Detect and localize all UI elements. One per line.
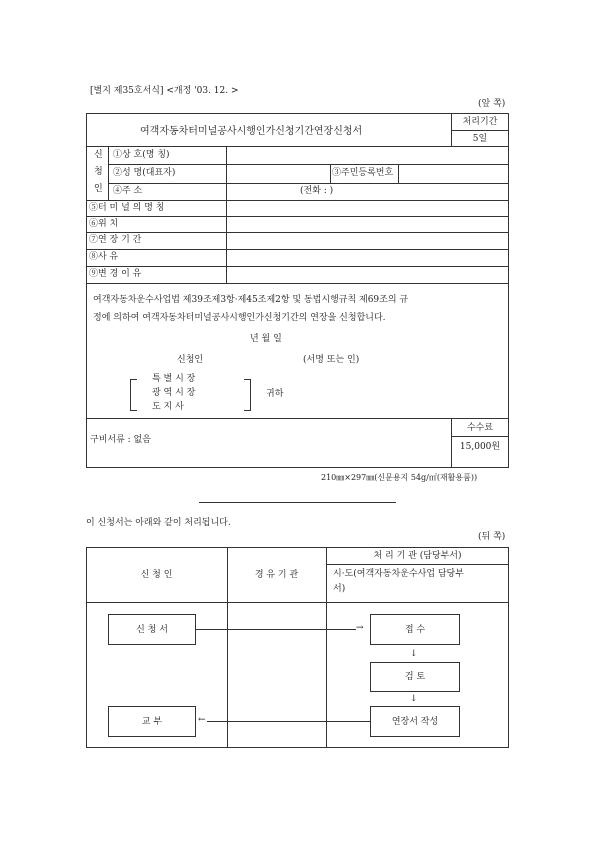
arrow-line-to-receipt: [196, 629, 356, 630]
field-input-address[interactable]: [228, 185, 298, 199]
field-label-change-reason: ⑨변 경 이 유: [89, 269, 142, 279]
section-divider: [199, 502, 396, 503]
field-input-resident-number[interactable]: [400, 166, 507, 182]
column-applicant: 신 청 인: [140, 570, 173, 580]
paper-spec: 210㎜×297㎜(신문용지 54g/㎡(재활용품)): [321, 473, 478, 482]
fee-value: 15,000원: [459, 442, 501, 452]
flow-review-box: [370, 662, 460, 692]
processing-period-value: 5일: [472, 134, 488, 144]
field-input-terminal-name[interactable]: [228, 202, 507, 215]
arrow-down-icon-1: ↓: [410, 649, 418, 659]
field-input-change-reason[interactable]: [228, 268, 507, 282]
back-side-label: (뒤 쪽): [478, 532, 506, 542]
flow-receipt-label: 접 수: [404, 625, 426, 635]
arrow-right-icon: →: [356, 623, 364, 633]
applicant-group-char-2: 청: [94, 167, 103, 177]
authority-special-city: 특 별 시 장: [152, 374, 196, 384]
flow-application-box: [108, 614, 196, 645]
addressee: 귀하: [266, 389, 284, 399]
flow-application-label: 신 청 서: [136, 625, 168, 635]
field-label-location: ⑥위 치: [89, 219, 119, 229]
field-label-terminal-name: ⑤터 미 널 의 명 칭: [89, 203, 165, 213]
field-input-name[interactable]: [228, 147, 507, 163]
flow-draft-box: [370, 706, 460, 737]
flow-draft-label: 연장서 작성: [391, 717, 439, 727]
flow-receipt-box: [370, 614, 460, 645]
field-label-extension-period: ⑦연 장 기 간: [89, 235, 142, 245]
flow-delivery-label: 교 부: [141, 717, 163, 727]
column-via-agency: 경 유 기 관: [254, 570, 299, 580]
applicant-group-char-1: 신: [94, 150, 103, 160]
applicant-group-char-3: 인: [94, 184, 103, 194]
application-date: 년 월 일: [250, 334, 282, 344]
flow-review-label: 검 토: [404, 672, 426, 682]
field-label-address: ④주 소: [113, 186, 143, 196]
arrow-down-icon-2: ↓: [410, 694, 418, 704]
applicant-label: 신청인: [177, 355, 204, 365]
column-processing-sub-2: 서): [333, 584, 346, 594]
field-label-phone: (전화 : ): [300, 186, 334, 196]
statement-line-2: 정에 의하여 여객자동차터미널공사시행인가신청기간의 연장을 신청합니다.: [93, 313, 386, 323]
arrow-left-icon: ←: [198, 715, 206, 725]
signature-label: (서명 또는 인): [303, 355, 360, 365]
form-reference: [별지 제35호서식] <개정 '03. 12. >: [90, 86, 239, 96]
flow-delivery-box: [108, 706, 196, 737]
field-input-reason[interactable]: [228, 251, 507, 265]
field-label-resident-number: ③주민등록번호: [332, 168, 394, 178]
authority-bracket-left: [130, 379, 137, 411]
authority-bracket-right: [244, 379, 251, 411]
field-label-representative: ②성 명(대표자): [113, 168, 176, 178]
back-intro: 이 신청서는 아래와 같이 처리됩니다.: [86, 518, 231, 528]
field-input-extension-period[interactable]: [228, 234, 507, 248]
field-label-name: ①상 호(명 칭): [113, 150, 170, 160]
field-input-representative[interactable]: [228, 166, 328, 182]
form-title: 여객자동차터미널공사시행인가신청기간연장신청서: [140, 126, 363, 137]
field-input-location[interactable]: [228, 218, 507, 231]
field-label-reason: ⑧사 유: [89, 252, 119, 262]
front-side-label: (앞 쪽): [478, 99, 506, 109]
column-processing-sub-1: 시·도(여객자동차운수사업 담당부: [333, 569, 464, 579]
authority-metropolitan-city: 광 역 시 장: [152, 388, 196, 398]
authority-province: 도 지 사: [152, 402, 184, 412]
column-processing-agency: 처 리 기 관 (담당부서): [373, 551, 462, 561]
fee-label: 수수료: [466, 423, 494, 433]
attachments-text: 구비서류 : 없음: [90, 435, 151, 445]
processing-period-label: 처리기간: [462, 117, 498, 127]
arrow-line-to-delivery: [207, 721, 370, 722]
statement-line-1: 여객자동차운수사업법 제39조제3항·제45조제2항 및 동법시행규칙 제69조의 규: [93, 295, 409, 305]
